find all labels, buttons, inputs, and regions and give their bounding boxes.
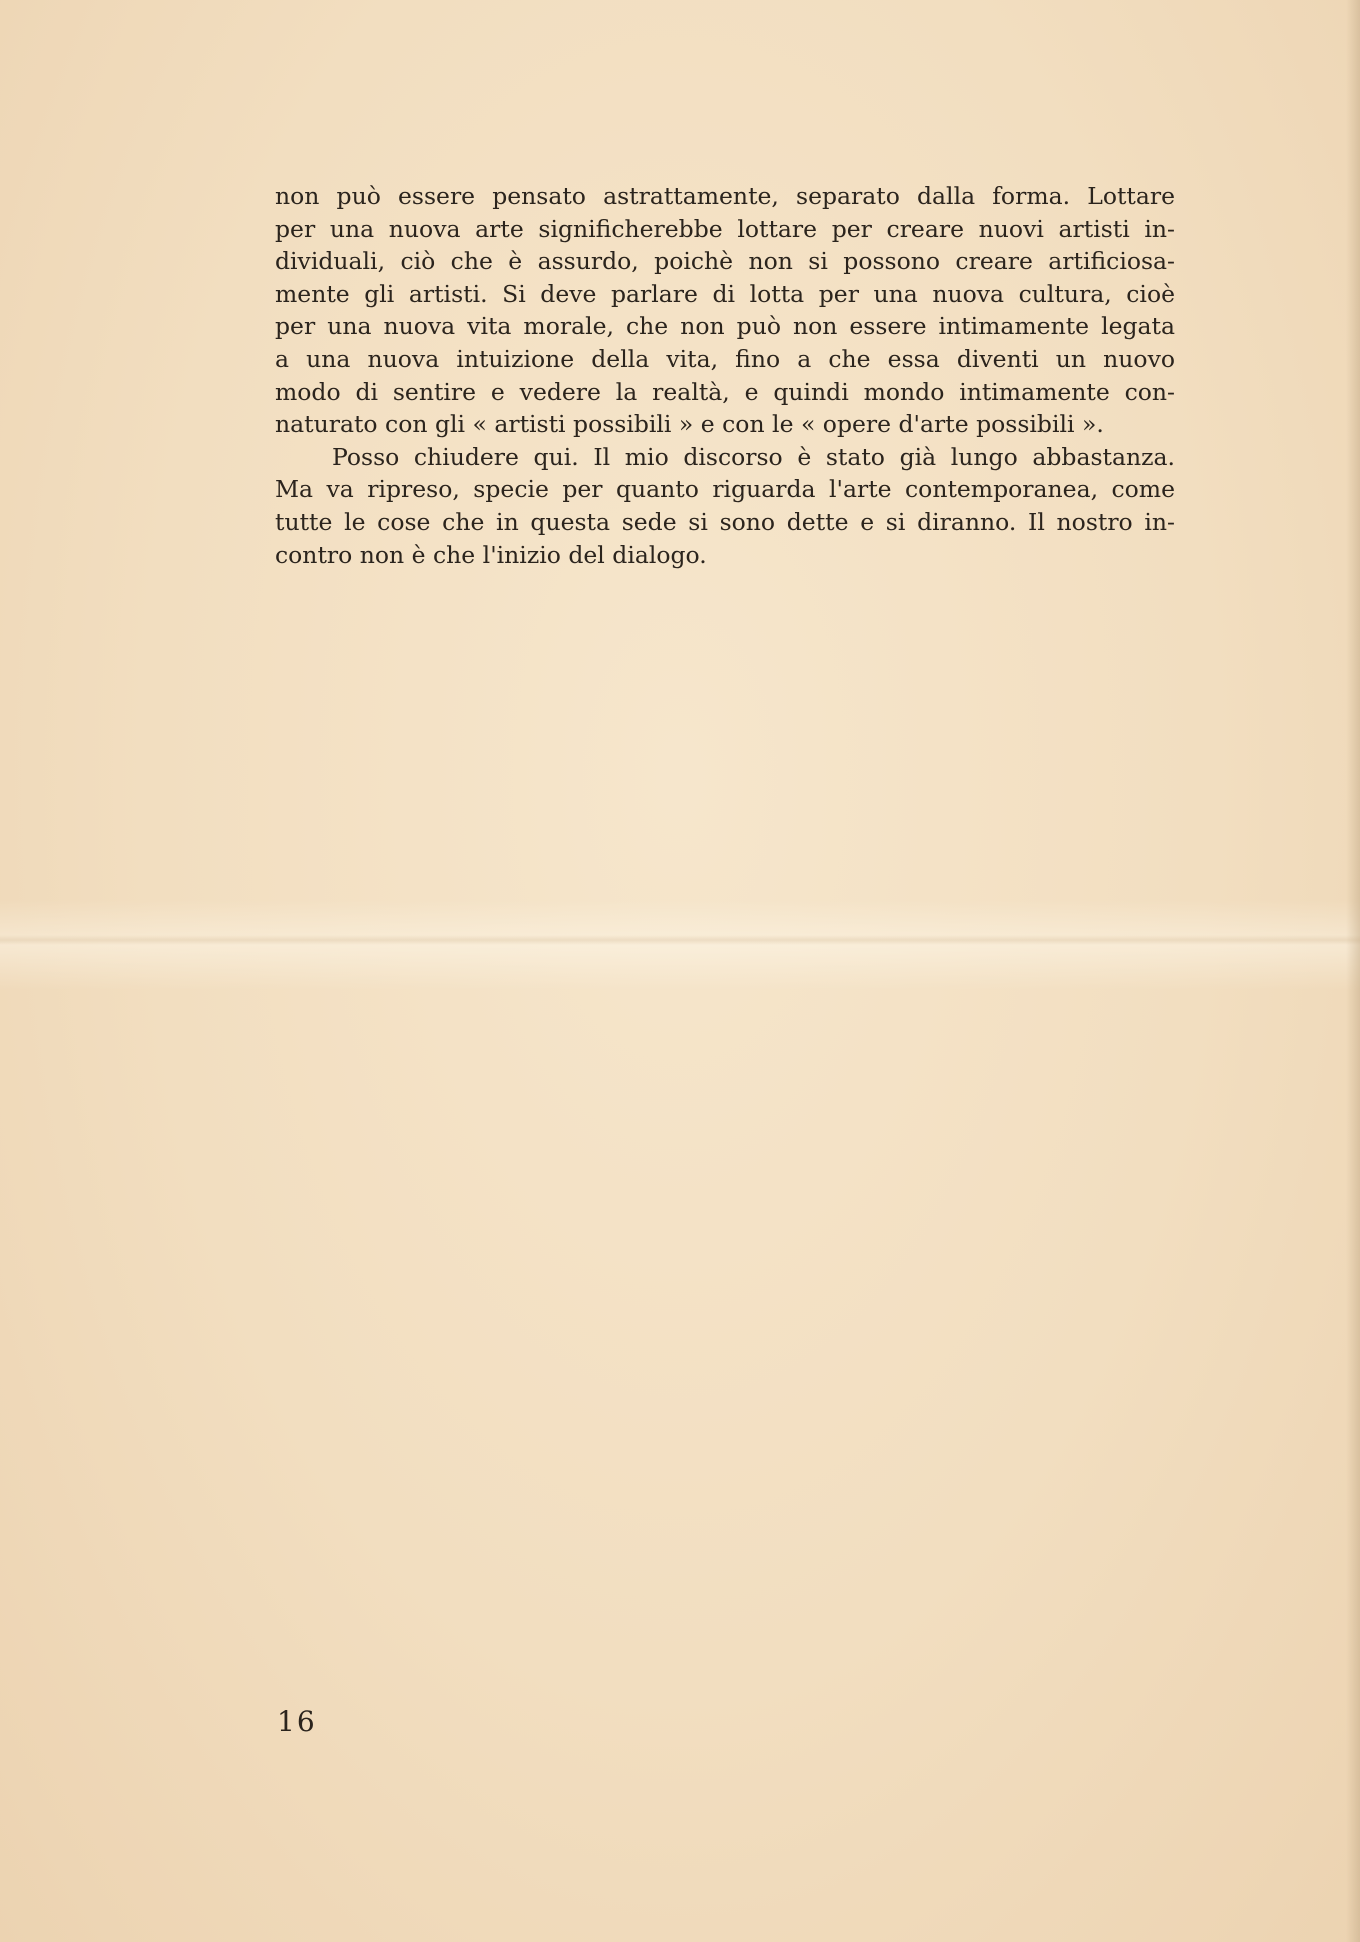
paragraph-1 [275,180,1175,441]
body-text [275,180,1175,571]
text-line: non può essere pensato astrattamente, separato dalla forma. Lottare [275,182,1175,210]
text-line: tutte le cose che in questa sede si sono dette e si diranno. Il nostro in- [275,507,1175,536]
page-number: 16 [277,1705,317,1738]
text-line: contro non è che l'inizio del dialogo. [275,540,707,569]
text-line: Posso chiudere qui. Il mio discorso è stato già lungo abbastanza. [332,442,1175,471]
paper-fold [0,935,1360,945]
text-line: naturato con gli « artisti possibili » e con le « opere d'arte possibili ». [275,410,1104,439]
text-line: per una nuova arte significherebbe lottare per creare nuovi artisti in- [275,214,1175,243]
text-line: dividuali, ciò che è assurdo, poichè non si possono creare artificiosa- [275,247,1175,276]
paragraph-2 [275,441,1175,571]
text-line: mente gli artisti. Si deve parlare di lotta per una nuova cultura, cioè [275,279,1175,308]
text-line: a una nuova intuizione della vita, fino a che essa diventi un nuovo [275,344,1175,373]
text-line: per una nuova vita morale, che non può non essere intimamente legata [275,312,1175,341]
text-line: Ma va ripreso, specie per quanto riguarda l'arte contemporanea, come [275,475,1175,504]
paper-edge-shadow [1346,0,1360,1942]
text-line: modo di sentire e vedere la realtà, e quindi mondo intimamente con- [275,377,1175,406]
